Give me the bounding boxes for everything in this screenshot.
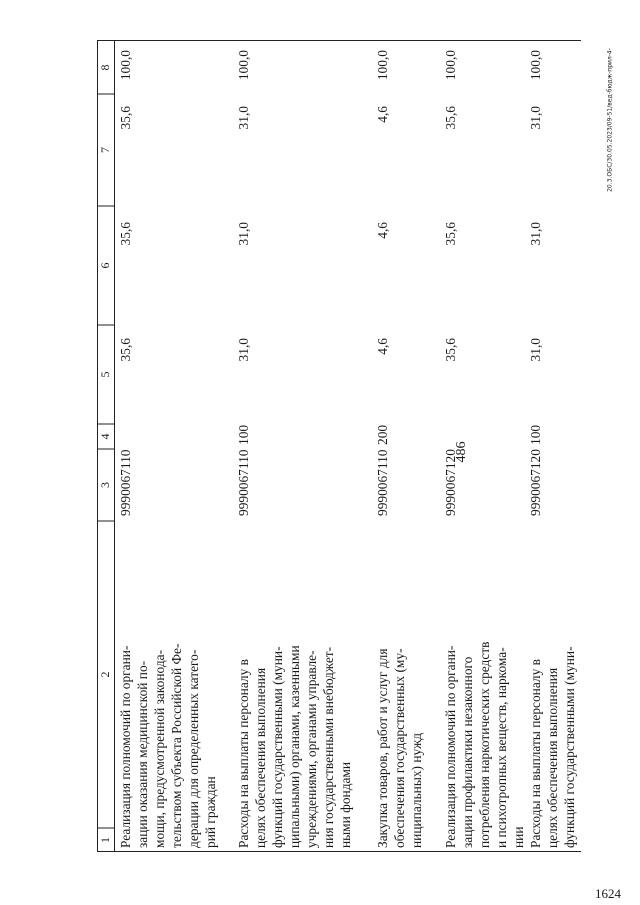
file-path-stamp: 20.3.ОБС/30.05.2023/09-51/вед-бюдж-прил-4-	[606, 48, 614, 192]
table-row-3-col6: 4,6	[375, 222, 390, 239]
table-row-4-col6: 35,6	[443, 222, 458, 246]
table-row-3-code: 9990067110	[375, 449, 390, 516]
table-row-1-col5: 35,6	[118, 338, 133, 362]
table-row-2-col6: 31,0	[236, 222, 251, 246]
header-col-4: 4	[98, 433, 112, 440]
header-col-8: 8	[98, 64, 112, 71]
table-row-2-col5: 31,0	[236, 338, 251, 362]
table-row-3-description: Закупка товаров, работ и услуг для обеспечения государственных (му- ниципальных) нужд	[375, 648, 424, 848]
table-row-1-col7: 35,6	[118, 106, 133, 130]
header-col-3: 3	[98, 482, 112, 488]
header-col-5: 5	[98, 371, 112, 378]
document-number: 1624	[595, 886, 621, 901]
table-row-3-col5: 4,6	[375, 338, 390, 355]
table-row-5-code: 9990067120	[528, 449, 543, 516]
table-row-5-description: Расходы на выплаты персоналу в целях обеспечения выполнения функций государственными (муни-	[528, 646, 577, 848]
table-row-3-col7: 4,6	[375, 106, 390, 123]
table-row-5-col8: 100,0	[528, 50, 543, 81]
table-row-5-col6: 31,0	[528, 222, 543, 246]
table-row-4-col7: 35,6	[443, 106, 458, 130]
page-number: 486	[454, 441, 469, 463]
table-row-5-col7: 31,0	[528, 106, 543, 130]
table-row-4-description: Реализация полномочий по органи- зации профилактики незаконного потребления наркотических средств и психотропных веществ, наркома- нии	[443, 641, 526, 848]
table-row-2-description: Расходы на выплаты персоналу в целях обеспечения выполнения функций государственными (муни- ципальными) органами, казенными учреждениями, органами управле- ния государственными внебюджет- ными фондами	[236, 645, 353, 848]
table-row-3-col8: 100,0	[375, 50, 390, 81]
table-row-4-col8: 100,0	[443, 50, 458, 81]
table-row-5-col5: 31,0	[528, 338, 543, 362]
table-row-1-description: Реализация полномочий по органи- зации оказания медицинской по- мощи, предусмотренной законода- тельством субъекта Российской Фе- дерации для определенных катего- рий граждан	[118, 643, 218, 848]
table-row-2-col8: 100,0	[236, 50, 251, 81]
table-row-1-col8: 100,0	[118, 50, 133, 81]
table-row-2-kind: 100	[236, 424, 251, 445]
header-col-6: 6	[98, 262, 112, 269]
table-row-4-col5: 35,6	[443, 338, 458, 362]
table-row-2-col7: 31,0	[236, 106, 251, 130]
budget-table	[97, 40, 581, 852]
table-row-1-col6: 35,6	[118, 222, 133, 246]
table-row-3-kind: 200	[375, 424, 390, 445]
table-row-1-code: 9990067110	[118, 449, 133, 516]
header-col-7: 7	[98, 147, 112, 153]
table-row-2-code: 9990067110	[236, 449, 251, 516]
header-col-2: 2	[98, 671, 112, 678]
header-row	[97, 40, 114, 852]
table-row-5-kind: 100	[528, 424, 543, 445]
header-col-1: 1	[98, 837, 112, 843]
table-row-4-code: 9990067120	[443, 449, 458, 516]
